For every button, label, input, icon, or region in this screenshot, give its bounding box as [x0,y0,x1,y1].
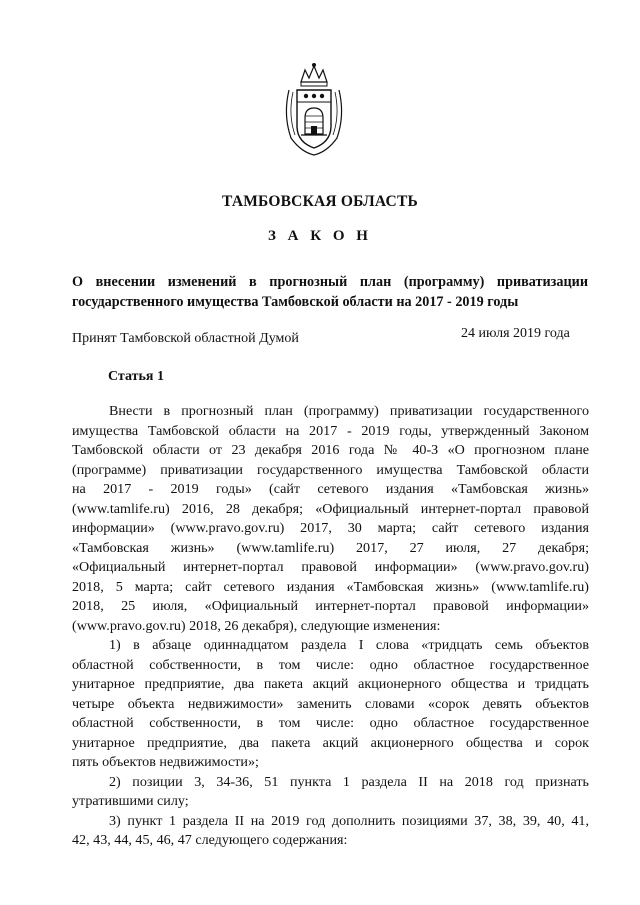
body-line: утратившими силу; [72,793,189,809]
body-line: 42, 43, 44, 45, 46, 47 следующего содержания: [72,832,348,848]
body-line: (программе) приватизации государственного имущества Тамбовской области [72,461,589,478]
body-line: Тамбовской области от 23 декабря 2016 года № 40-З «О прогнозном плане [72,442,589,458]
coat-of-arms-icon [279,60,349,160]
body-line: пять объектов недвижимости»; [72,754,259,770]
body-line: 1) в абзаце одиннадцатом раздела I слова «тридцать семь объектов [109,637,589,653]
adoption-date: 24 июля 2019 года [461,326,570,341]
article-heading: Статья 1 [108,369,164,384]
body-line: 2018, 25 июля, «Официальный интернет-портал правовой информации» [72,598,589,614]
body-line: имущества Тамбовской области на 2017 - 2019 годы, утвержденный Законом [72,422,589,439]
body-line: областной собственности, в том числе: одно областное государственное [72,656,589,673]
body-line: унитарное предприятие, два пакета акций акционерного общества и тридцать [72,676,589,692]
body-line: четыре объекта недвижимости» заменить словами «сорок девять объектов [72,695,589,712]
law-title [72,272,588,312]
body-line: информации» (www.pravo.gov.ru) 2017, 30 марта; сайт сетевого издания [72,520,589,536]
body-line: (www.pravo.gov.ru) 2018, 26 декабря), следующие изменения: [72,617,441,634]
law-title-line: О внесении изменений в прогнозный план (программу) приватизации [72,274,588,290]
body-line: (www.tamlife.ru) 2016, 28 декабря; «Официальный интернет-портал правовой [72,500,589,517]
body-line: 2) позиции 3, 34-36, 51 пункта 1 раздела II на 2018 год признать [109,773,589,790]
body-line: 3) пункт 1 раздела II на 2019 год дополнить позициями 37, 38, 39, 40, 41, [109,812,589,829]
region-name: ТАМБОВСКАЯ ОБЛАСТЬ [222,193,418,210]
body-line: унитарное предприятие, два пакета акций акционерного общества и сорок [72,734,589,751]
body-line: 2018, 5 марта; сайт сетевого издания «Тамбовская жизнь» (www.tamlife.ru) [72,578,589,595]
body-line: «Тамбовская жизнь» (www.tamlife.ru) 2017, 27 июля, 27 декабря; [72,539,589,556]
body-line: областной собственности, в том числе: одно областное государственное [72,715,589,731]
law-title-line: государственного имущества Тамбовской области на 2017 - 2019 годы [72,294,519,310]
article-body [72,402,589,851]
body-line: Внести в прогнозный план (программу) приватизации государственного [109,403,589,419]
adopted-by: Принят Тамбовской областной Думой [72,331,299,346]
body-line: на 2017 - 2019 годы» (сайт сетевого издания «Тамбовская жизнь» [72,481,589,497]
body-line: «Официальный интернет-портал правовой информации» (www.pravo.gov.ru) [72,559,589,575]
document-type: З А К О Н [268,228,372,244]
